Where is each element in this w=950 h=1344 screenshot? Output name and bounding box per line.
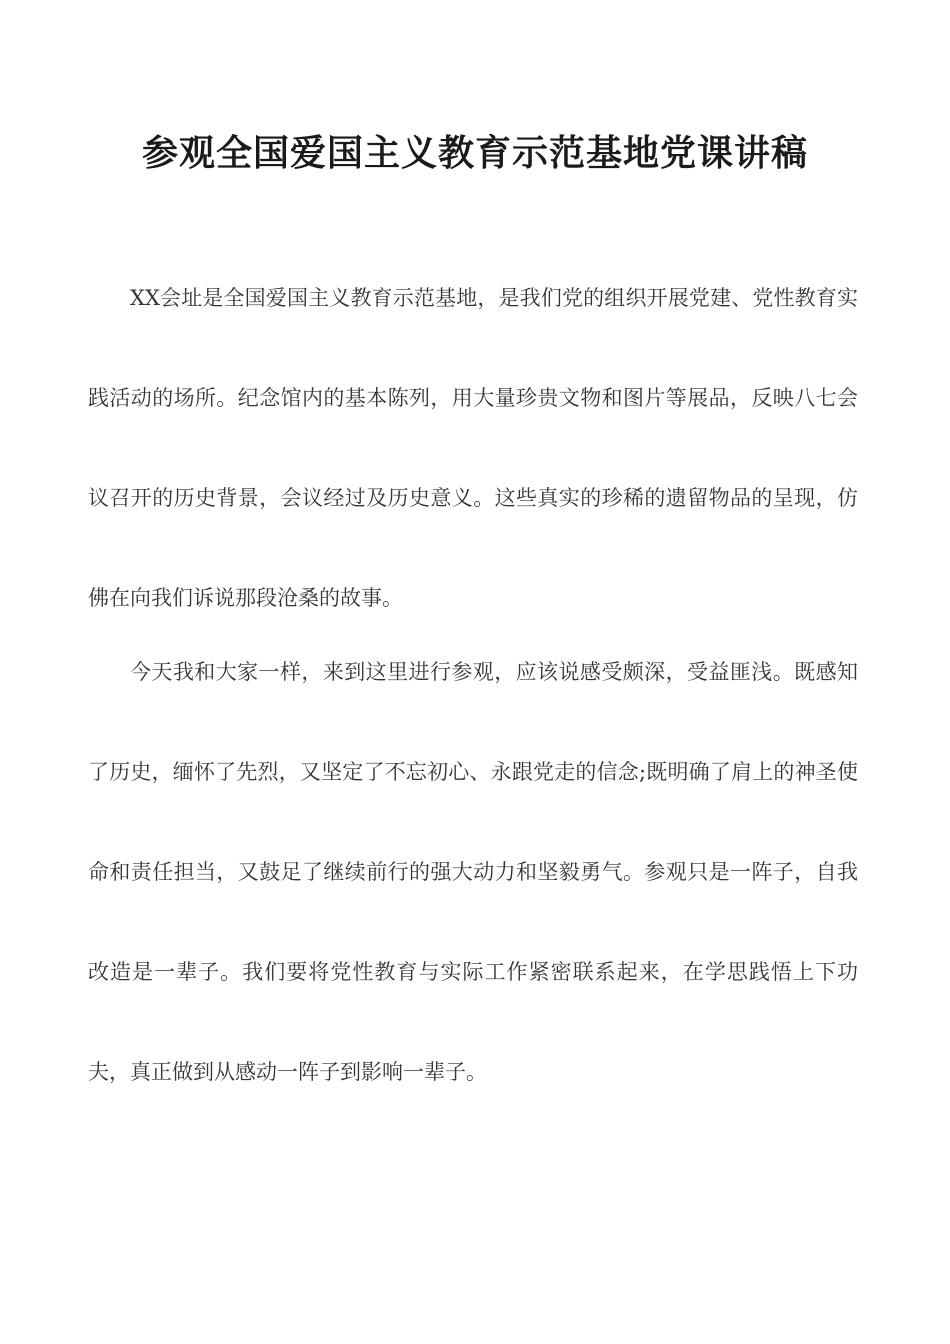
paragraph-2: 今天我和大家一样，来到这里进行参观，应该说感受颇深，受益匪浅。既感知了历史，缅怀了先烈，又坚定了不忘初心、永跟党走的信念;既明确了肩上的神圣使命和责任担当，又鼓足了继续前行的强大动力和坚毅勇气。参观只是一阵子，自我改造是一辈子。我们要将党性教育与实际工作紧密联系起来，在学思践悟上下功夫，真正做到从感动一阵子到影响一辈子。 [88, 660, 858, 1084]
paragraph-1: XX会址是全国爱国主义教育示范基地，是我们党的组织开展党建、党性教育实践活动的场所。纪念馆内的基本陈列，用大量珍贵文物和图片等展品，反映八七会议召开的历史背景，会议经过及历史意义。这些真实的珍稀的遗留物品的呈现，仿佛在向我们诉说那段沧桑的故事。 [88, 286, 858, 610]
document-title: 参观全国爱国主义教育示范基地党课讲稿 [141, 133, 808, 174]
